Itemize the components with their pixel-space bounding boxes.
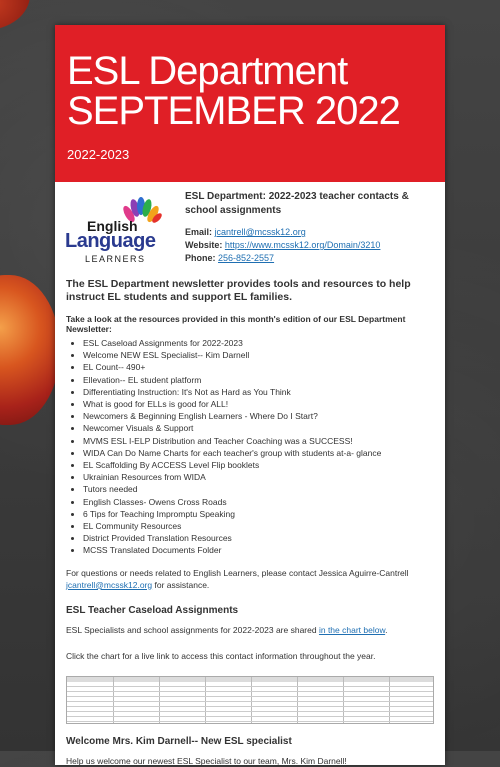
resource-item: • 6 Tips for Teaching Impromptu Speaking: [83, 508, 434, 520]
caseload-heading: ESL Teacher Caseload Assignments: [66, 604, 239, 616]
caseload-text: ESL Specialists and school assignments for 2022-2023 are shared: [66, 624, 317, 635]
email-label: Email:: [185, 227, 213, 237]
intro-section: [55, 182, 445, 266]
logo-word-language: [65, 230, 155, 253]
phone-label: Phone:: [185, 253, 216, 263]
resource-item: • Differentiating Instruction: It's Not as Hard as You Think: [83, 386, 434, 398]
resource-item: • Newcomer Visuals & Support: [83, 422, 434, 434]
resource-item: • Newcomers & Beginning English Learners - Where Do I Start?: [83, 410, 434, 422]
click-chart-note: Click the chart for a live link to access this contact information throughout the year.: [66, 650, 376, 661]
website-label: Website:: [185, 240, 223, 250]
chart-row-divider: [67, 717, 433, 722]
questions-note: [66, 567, 434, 591]
apple-top-decoration: [0, 0, 30, 30]
title-line-2: SEPTEMBER 2022: [67, 89, 400, 133]
newsletter-body: [55, 278, 445, 767]
lead-paragraph: The ESL Department newsletter provides tools and resources to help instruct EL students and support EL families.: [66, 278, 411, 303]
questions-email-link[interactable]: jcantrell@mcssk12.org: [66, 579, 153, 590]
email-link[interactable]: jcantrell@mcssk12.org: [214, 227, 306, 237]
newsletter-title: [67, 51, 433, 131]
resource-item: • What is good for ELLs is good for ALL!: [83, 398, 434, 410]
contact-heading: ESL Department: 2022-2023 teacher contacts & school assignments: [185, 191, 409, 216]
resource-item: • Welcome NEW ESL Specialist-- Kim Darnell: [83, 349, 434, 361]
english-language-learners-logo: [65, 194, 173, 266]
email-line: [185, 226, 435, 239]
website-line: [185, 239, 435, 252]
chart-below-link[interactable]: in the chart below: [318, 624, 386, 635]
resource-item: • Tutors needed: [83, 483, 434, 495]
resource-item: • Ukrainian Resources from WIDA: [83, 471, 434, 483]
resource-item: • EL Community Resources: [83, 520, 434, 532]
logo-word-learners: LEARNERS: [85, 254, 146, 264]
caseload-text-end: .: [385, 624, 388, 635]
resource-item: • MCSS Translated Documents Folder: [83, 544, 434, 556]
resource-item: • EL Scaffolding By ACCESS Level Flip booklets: [83, 459, 434, 471]
resource-item: • EL Count-- 490+: [83, 361, 434, 373]
resource-list: [66, 337, 434, 557]
welcome-text: Help us welcome our newest ESL Specialist to our team, Mrs. Kim Darnell!: [66, 755, 347, 766]
newsletter-header: [55, 25, 445, 182]
logo-word-english: English: [87, 218, 138, 234]
welcome-heading: Welcome Mrs. Kim Darnell-- New ESL specialist: [66, 735, 292, 747]
caseload-chart-image[interactable]: [66, 676, 434, 724]
caseload-paragraph: [66, 624, 434, 636]
website-link[interactable]: https://www.mcssk12.org/Domain/3210: [224, 240, 381, 250]
header-subtitle: 2022-2023: [67, 147, 130, 162]
questions-suffix: for assistance.: [154, 579, 210, 590]
resource-item: • ESL Caseload Assignments for 2022-2023: [83, 337, 434, 349]
resource-item: • District Provided Translation Resources: [83, 532, 434, 544]
resource-item: • MVMS ESL I-ELP Distribution and Teacher Coaching was a SUCCESS!: [83, 435, 434, 447]
apple-decoration: [0, 275, 60, 425]
questions-text: For questions or needs related to English Learners, please contact Jessica Aguirre-Cantrell: [66, 567, 409, 578]
newsletter-card: [55, 25, 445, 765]
title-line-1: ESL Department: [67, 49, 348, 93]
logo-word-language-text: Language: [65, 230, 156, 252]
phone-link[interactable]: 256-852-2557: [218, 253, 275, 263]
resource-item: • Ellevation-- EL student platform: [83, 374, 434, 386]
resource-item: • English Classes- Owens Cross Roads: [83, 496, 434, 508]
take-a-look-line: Take a look at the resources provided in this month's edition of our ESL Department Newsletter:: [66, 314, 406, 334]
contact-block: [173, 190, 435, 266]
resource-item: • WIDA Can Do Name Charts for each teacher's group with students at-a- glance: [83, 447, 434, 459]
phone-line: [185, 252, 435, 265]
